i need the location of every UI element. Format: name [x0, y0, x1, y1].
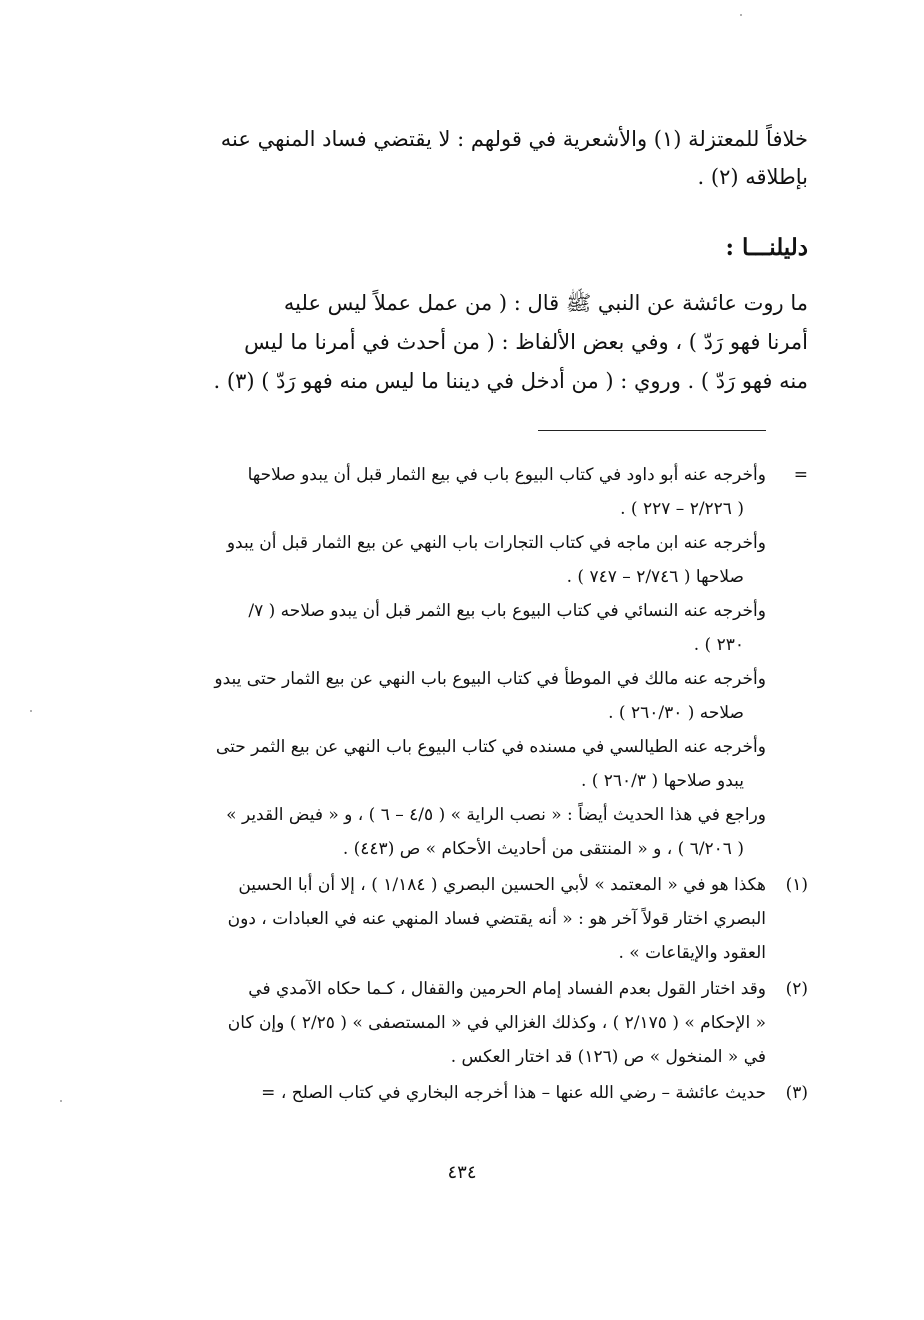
footnote-line: وأخرجه عنه الطيالسي في مسنده في كتاب البيوع باب النهي عن بيع الثمر حتى [215, 737, 766, 757]
footnote-continuation [118, 458, 808, 866]
footnote-line: ( ٢/٢٢٦ – ٢٢٧ ) . [620, 499, 744, 519]
footnote-line: ٢٣٠ ) . [693, 635, 744, 655]
footnote-3 [118, 1076, 808, 1110]
paragraph-line: أمرنا فهو رَدّ ) ، وفي بعض الألفاظ : ( من أحدث في أمرنا ما ليس [244, 330, 808, 354]
footnote-line: وأخرجه عنه النسائي في كتاب البيوع باب بيع الثمر قبل أن يبدو صلاحه ( ٧/ [248, 601, 766, 621]
footnote-line: صلاحها ( ٢/٧٤٦ – ٧٤٧ ) . [566, 567, 744, 587]
footnote-marker: (٣) [785, 1083, 808, 1103]
footnote-marker: (٢) [785, 979, 808, 999]
footnote-line: البصري اختار قولاً آخر هو : « أنه يقتضي فساد المنهي عنه في العبادات ، دون [227, 909, 766, 929]
page-number: ٤٣٤ [447, 1162, 477, 1183]
paragraph-line: ما روت عائشة عن النبي ﷺ قال : ( من عمل عملاً ليس عليه [283, 291, 808, 315]
footnote-line: العقود والإيقاعات » . [618, 943, 766, 963]
footnote-line: هكذا هو في « المعتمد » لأبي الحسين البصري ( ١/١٨٤ ) ، إلا أن أبا الحسين [238, 875, 766, 895]
footnote-line: وأخرجه عنه مالك في الموطأ في كتاب البيوع باب النهي عن بيع الثمار حتى يبدو [214, 669, 766, 689]
main-text-line: بإطلاقه (٢) . [697, 165, 808, 189]
footnotes [118, 458, 808, 1112]
footnote-2 [118, 972, 808, 1074]
footnote-line: صلاحه ( ٢٦٠/٣٠ ) . [608, 703, 744, 723]
footnote-line: وأخرجه عنه ابن ماجه في كتاب التجارات باب النهي عن بيع الثمار قبل أن يبدو [226, 533, 766, 553]
footnote-1 [118, 868, 808, 970]
footnote-line: « الإحكام » ( ٢/١٧٥ ) ، وكذلك الغزالي في « المستصفى » ( ٢/٢٥ ) وإن كان [227, 1013, 766, 1033]
paragraph-line: منه فهو رَدّ ) . وروي : ( من أدخل في ديننا ما ليس منه فهو رَدّ ) (٣) . [213, 369, 808, 393]
footnote-line: وقد اختار القول بعدم الفساد إمام الحرمين والقفال ، كـما حكاه الآمدي في [248, 979, 766, 999]
section-heading: دليلنـــا : [725, 234, 808, 261]
footnote-marker: = [793, 465, 808, 485]
footnote-line: وأخرجه عنه أبو داود في كتاب البيوع باب في بيع الثمار قبل أن يبدو صلاحها [247, 465, 766, 485]
footnote-marker: (١) [785, 875, 808, 895]
footnote-separator [538, 430, 766, 431]
evidence-paragraph [120, 284, 808, 401]
footnote-line: في « المنخول » ص (١٢٦) قد اختار العكس . [450, 1047, 766, 1067]
footnote-line: يبدو صلاحها ( ٢٦٠/٣ ) . [580, 771, 744, 791]
footnote-line: ( ٦/٢٠٦ ) ، و « المنتقى من أحاديث الأحكام » ص (٤٤٣) . [342, 839, 744, 859]
scan-speck [740, 14, 742, 16]
scan-speck [30, 710, 32, 712]
footnote-line: حديث عائشة – رضي الله عنها – هذا أخرجه البخاري في كتاب الصلح ، = [261, 1083, 766, 1103]
main-text [120, 120, 808, 196]
scan-speck [60, 1100, 62, 1102]
main-text-line: خلافاً للمعتزلة (١) والأشعرية في قولهم : لا يقتضي فساد المنهي عنه [220, 127, 808, 151]
footnote-line: وراجع في هذا الحديث أيضاً : « نصب الراية » ( ٤/٥ – ٦ ) ، و « فيض القدير » [226, 805, 766, 825]
